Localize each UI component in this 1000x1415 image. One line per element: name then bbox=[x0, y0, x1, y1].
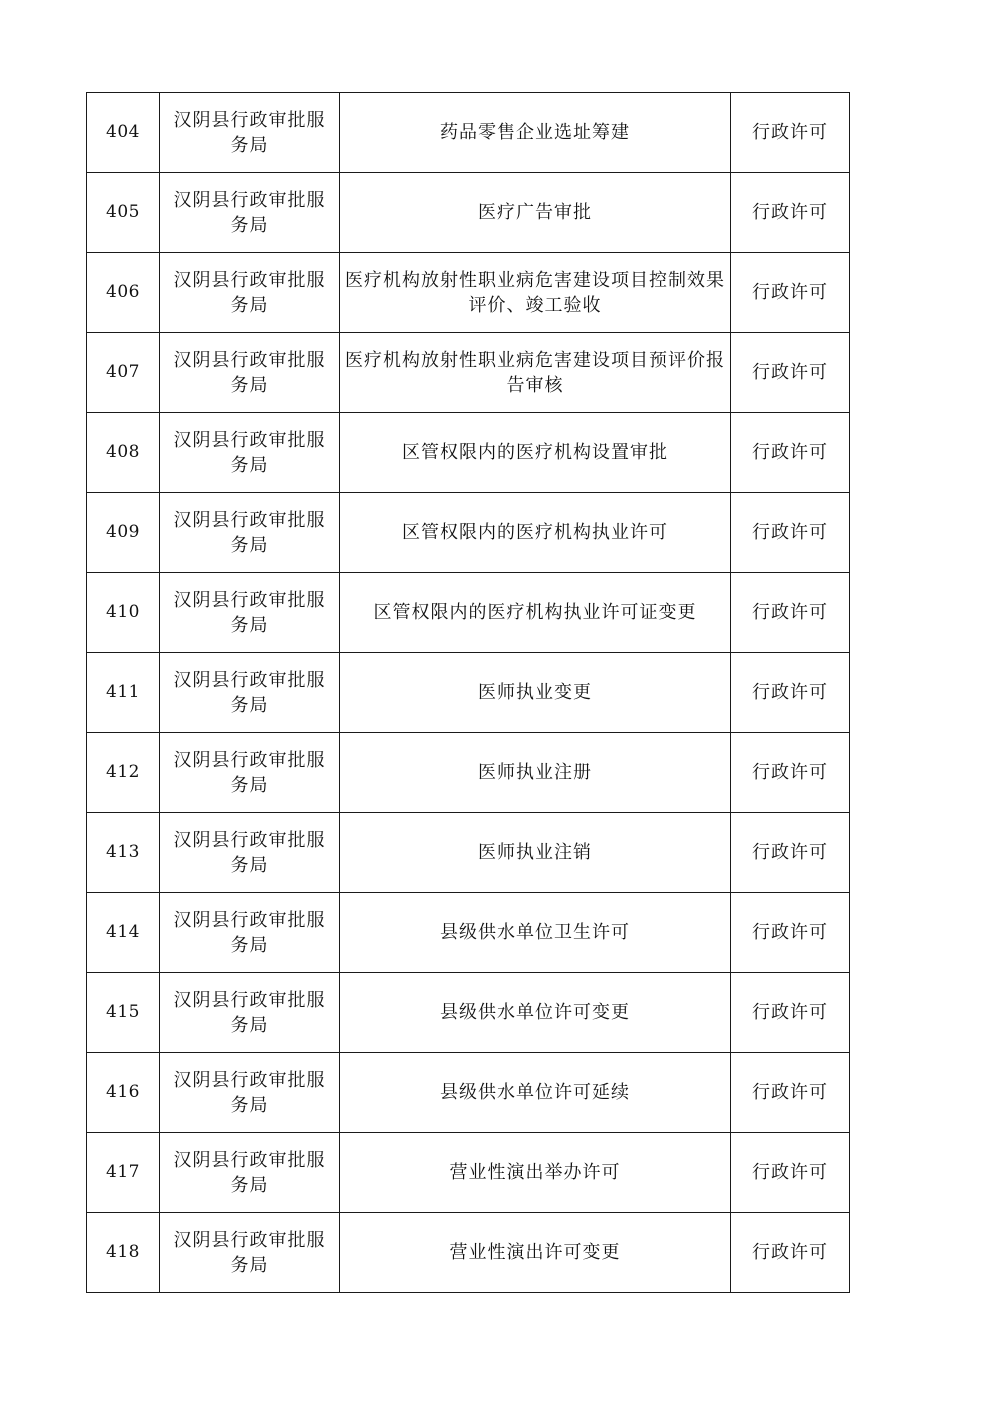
row-number: 406 bbox=[87, 253, 160, 333]
table-row bbox=[87, 733, 850, 813]
row-number: 409 bbox=[87, 493, 160, 573]
row-number: 407 bbox=[87, 333, 160, 413]
matter-type: 行政许可 bbox=[731, 253, 850, 333]
row-number: 412 bbox=[87, 733, 160, 813]
department-name: 汉阴县行政审批服务局 bbox=[160, 173, 340, 253]
department-name: 汉阴县行政审批服务局 bbox=[160, 333, 340, 413]
matter-type: 行政许可 bbox=[731, 493, 850, 573]
department-name: 汉阴县行政审批服务局 bbox=[160, 253, 340, 333]
table-body bbox=[87, 93, 850, 1293]
matter-name: 医疗机构放射性职业病危害建设项目控制效果评价、竣工验收 bbox=[340, 253, 731, 333]
table-row bbox=[87, 1133, 850, 1213]
row-number: 414 bbox=[87, 893, 160, 973]
matter-type: 行政许可 bbox=[731, 333, 850, 413]
matter-name: 县级供水单位许可延续 bbox=[340, 1053, 731, 1133]
row-number: 405 bbox=[87, 173, 160, 253]
department-name: 汉阴县行政审批服务局 bbox=[160, 733, 340, 813]
table-row bbox=[87, 973, 850, 1053]
table-row bbox=[87, 1213, 850, 1293]
matter-name: 医师执业变更 bbox=[340, 653, 731, 733]
department-name: 汉阴县行政审批服务局 bbox=[160, 573, 340, 653]
matter-type: 行政许可 bbox=[731, 173, 850, 253]
matter-type: 行政许可 bbox=[731, 1053, 850, 1133]
matter-name: 医师执业注销 bbox=[340, 813, 731, 893]
matter-type: 行政许可 bbox=[731, 893, 850, 973]
matter-name: 医疗机构放射性职业病危害建设项目预评价报告审核 bbox=[340, 333, 731, 413]
department-name: 汉阴县行政审批服务局 bbox=[160, 893, 340, 973]
matter-name: 医疗广告审批 bbox=[340, 173, 731, 253]
department-name: 汉阴县行政审批服务局 bbox=[160, 1213, 340, 1293]
table-row bbox=[87, 93, 850, 173]
department-name: 汉阴县行政审批服务局 bbox=[160, 653, 340, 733]
department-name: 汉阴县行政审批服务局 bbox=[160, 1133, 340, 1213]
matter-name: 医师执业注册 bbox=[340, 733, 731, 813]
table-row bbox=[87, 1053, 850, 1133]
matter-type: 行政许可 bbox=[731, 93, 850, 173]
row-number: 413 bbox=[87, 813, 160, 893]
matter-name: 营业性演出许可变更 bbox=[340, 1213, 731, 1293]
row-number: 408 bbox=[87, 413, 160, 493]
table-row bbox=[87, 893, 850, 973]
department-name: 汉阴县行政审批服务局 bbox=[160, 813, 340, 893]
matter-type: 行政许可 bbox=[731, 413, 850, 493]
department-name: 汉阴县行政审批服务局 bbox=[160, 1053, 340, 1133]
row-number: 416 bbox=[87, 1053, 160, 1133]
table-row bbox=[87, 813, 850, 893]
row-number: 415 bbox=[87, 973, 160, 1053]
department-name: 汉阴县行政审批服务局 bbox=[160, 973, 340, 1053]
matter-name: 区管权限内的医疗机构执业许可证变更 bbox=[340, 573, 731, 653]
row-number: 411 bbox=[87, 653, 160, 733]
matter-type: 行政许可 bbox=[731, 653, 850, 733]
matter-name: 县级供水单位许可变更 bbox=[340, 973, 731, 1053]
table-row bbox=[87, 333, 850, 413]
row-number: 410 bbox=[87, 573, 160, 653]
table-row bbox=[87, 253, 850, 333]
matter-type: 行政许可 bbox=[731, 573, 850, 653]
matter-name: 药品零售企业选址筹建 bbox=[340, 93, 731, 173]
matter-name: 县级供水单位卫生许可 bbox=[340, 893, 731, 973]
matter-type: 行政许可 bbox=[731, 1213, 850, 1293]
matter-name: 营业性演出举办许可 bbox=[340, 1133, 731, 1213]
row-number: 404 bbox=[87, 93, 160, 173]
permit-list-table bbox=[86, 92, 850, 1293]
department-name: 汉阴县行政审批服务局 bbox=[160, 493, 340, 573]
row-number: 418 bbox=[87, 1213, 160, 1293]
department-name: 汉阴县行政审批服务局 bbox=[160, 413, 340, 493]
table-row bbox=[87, 653, 850, 733]
row-number: 417 bbox=[87, 1133, 160, 1213]
table-row bbox=[87, 573, 850, 653]
table-row bbox=[87, 493, 850, 573]
table-row bbox=[87, 173, 850, 253]
matter-type: 行政许可 bbox=[731, 973, 850, 1053]
department-name: 汉阴县行政审批服务局 bbox=[160, 93, 340, 173]
matter-type: 行政许可 bbox=[731, 813, 850, 893]
matter-name: 区管权限内的医疗机构设置审批 bbox=[340, 413, 731, 493]
matter-type: 行政许可 bbox=[731, 1133, 850, 1213]
matter-type: 行政许可 bbox=[731, 733, 850, 813]
matter-name: 区管权限内的医疗机构执业许可 bbox=[340, 493, 731, 573]
table-row bbox=[87, 413, 850, 493]
